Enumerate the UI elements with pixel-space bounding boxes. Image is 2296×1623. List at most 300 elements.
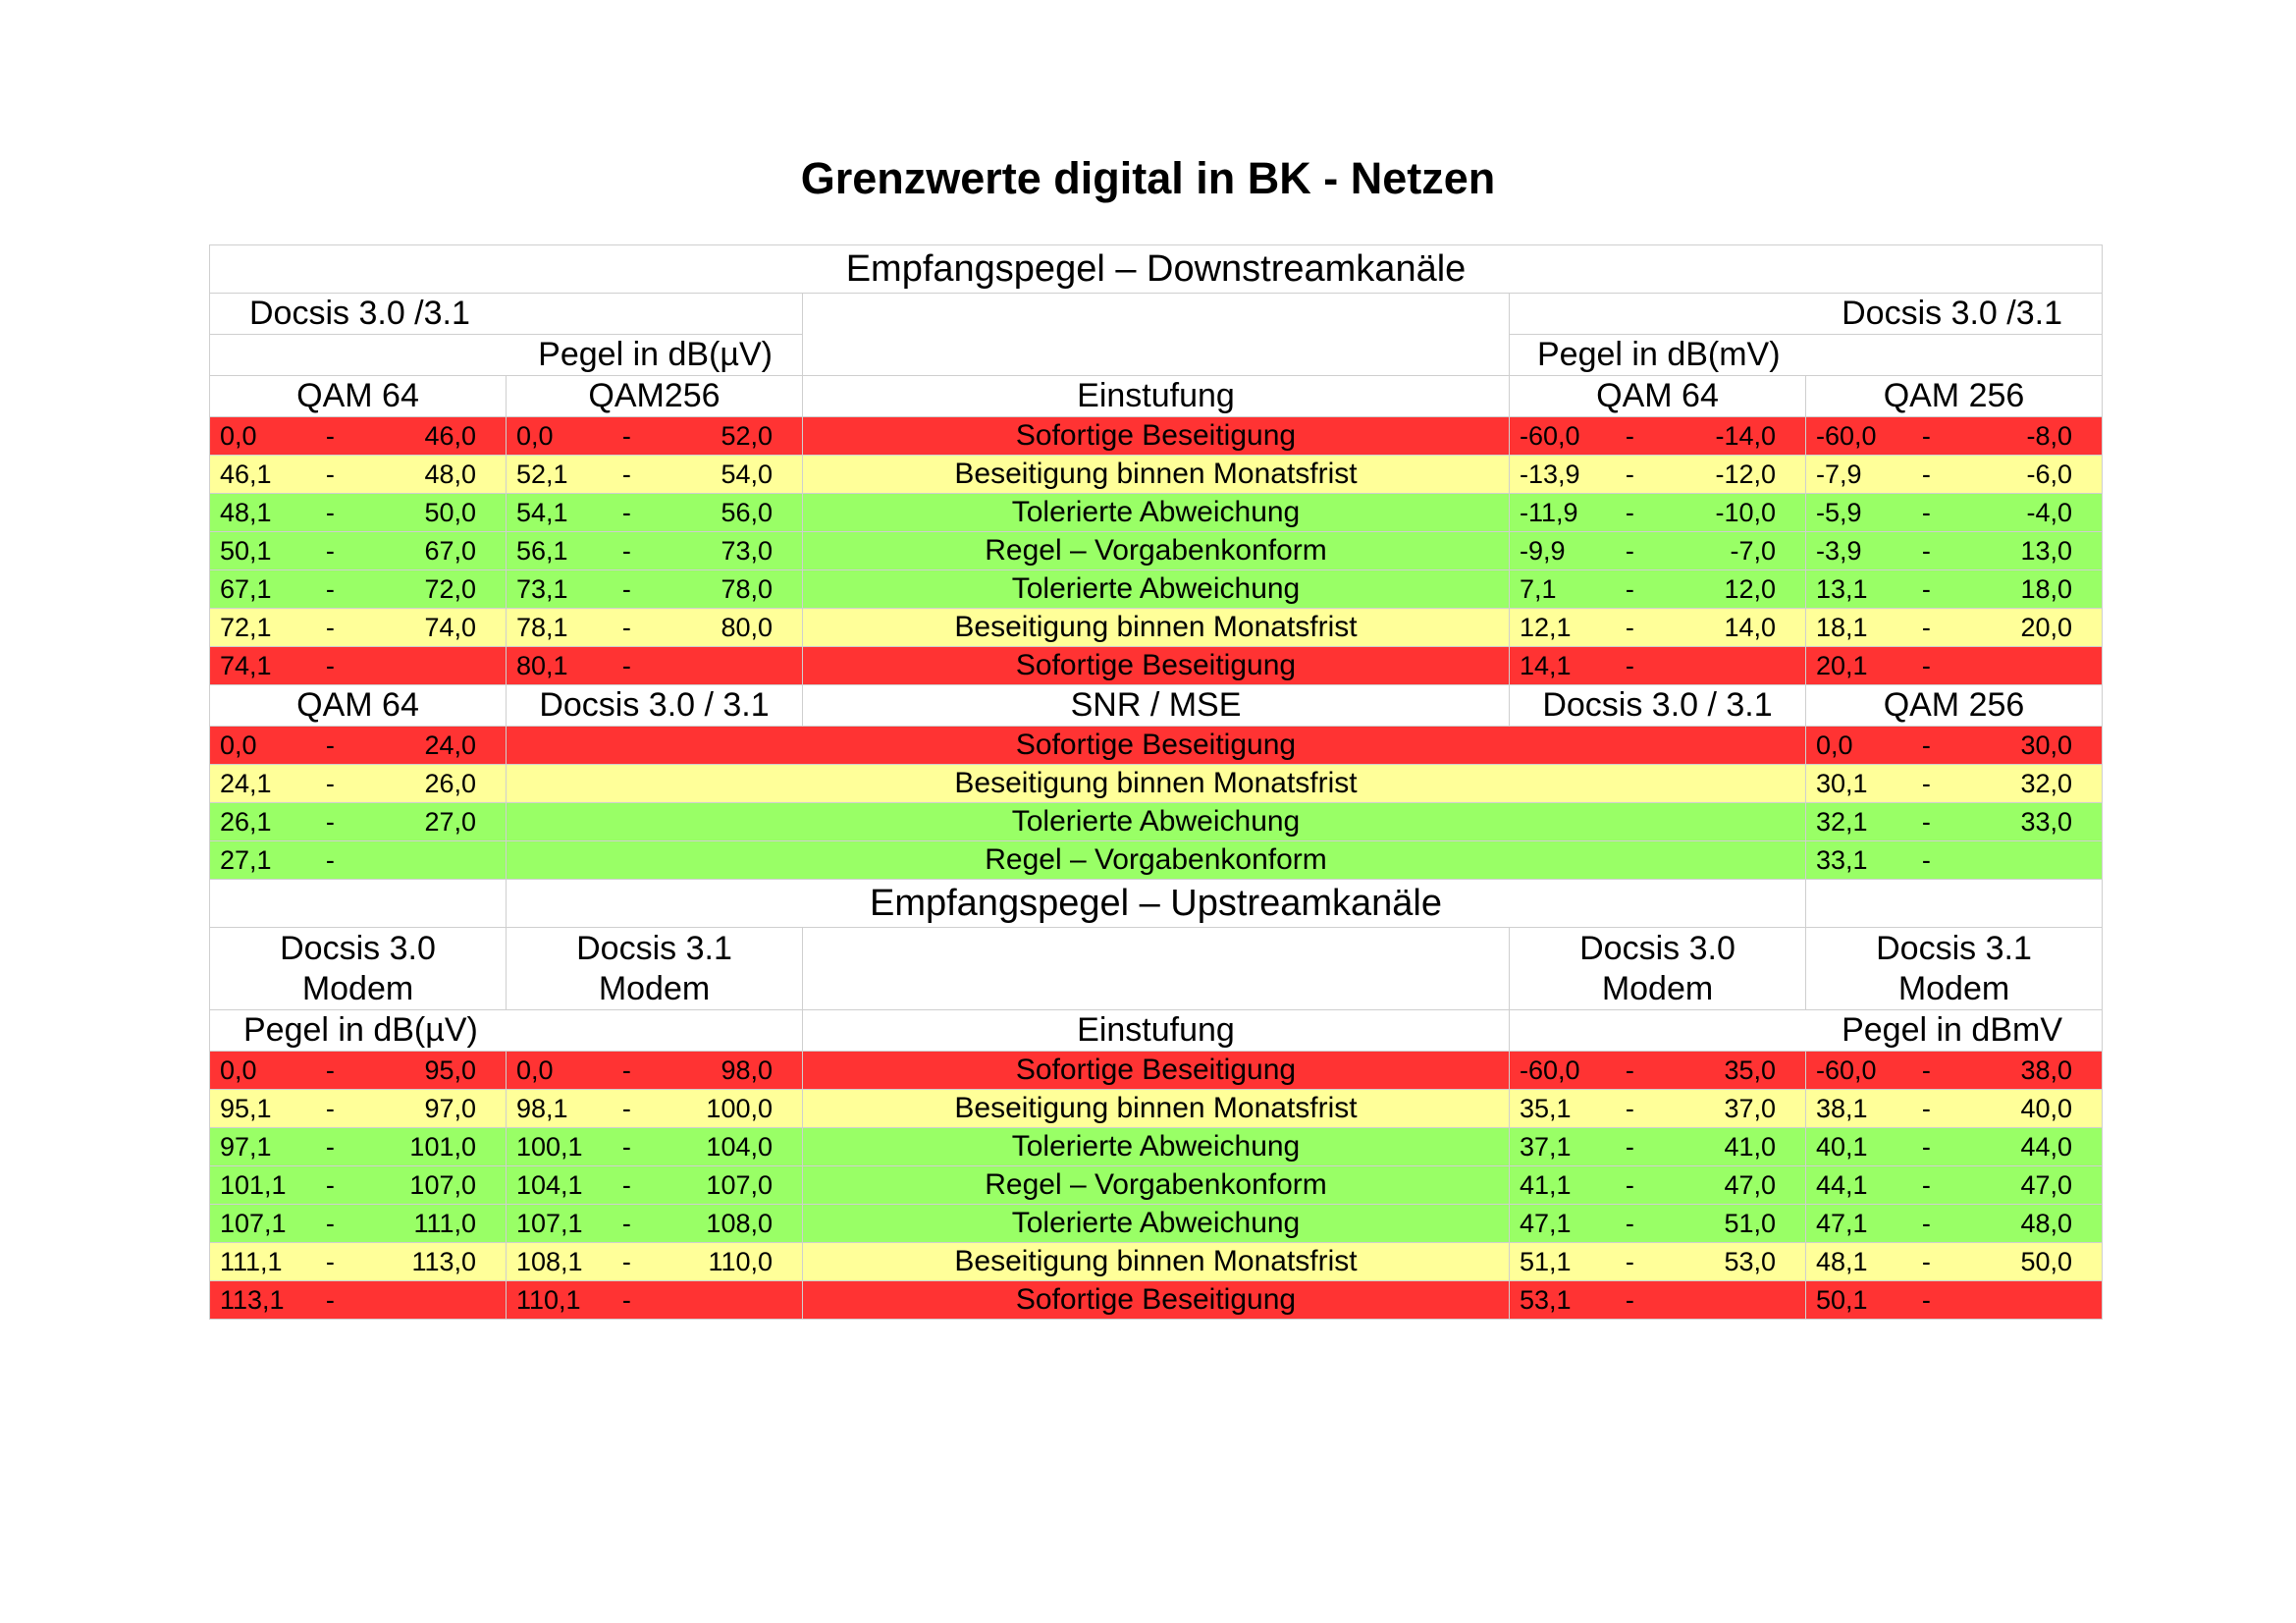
range-separator: - [1921,1093,1931,1123]
range-to: 37,0 [1724,1093,1776,1123]
upstream-pegel-row [210,1010,2103,1052]
upstream-pegel-left: Pegel in dB(µV) [210,1010,803,1052]
range-separator: - [1625,1208,1634,1238]
range-to: 51,0 [1724,1208,1776,1238]
range-from: -60,0 [1520,420,1580,451]
header-line-2: Modem [301,969,414,1007]
qam64-mv-range [1510,417,1806,456]
header-line-2: Modem [598,969,711,1007]
rating-label: Sofortige Beseitigung [803,1281,1510,1320]
range-to: 100,0 [706,1093,773,1123]
rating-label: Sofortige Beseitigung [803,647,1510,685]
range-to: 24,0 [424,730,476,760]
snr-qam64-range [210,841,507,880]
range-separator: - [1625,573,1634,604]
upstream-col-docsis31-uv [507,928,803,1010]
range-separator: - [1625,535,1634,566]
upstream-row [210,1243,2103,1281]
rating-label: Beseitigung binnen Monatsfrist [803,1090,1510,1128]
range-from: 20,1 [1816,650,1868,680]
docsis30-uv-range [210,1243,507,1281]
range-to: 13,0 [2020,535,2072,566]
range-from: -3,9 [1816,535,1862,566]
range-separator: - [1921,1284,1931,1315]
range-from: -9,9 [1520,535,1566,566]
snr-qam64-range [210,765,507,803]
docsis31-mv-range [1806,1090,2103,1128]
downstream-col-einstufung: Einstufung [803,376,1510,417]
qam64-range [210,494,507,532]
range-from: 101,1 [220,1169,287,1200]
rating-label: Tolerierte Abweichung [803,1128,1510,1166]
range-to: 32,0 [2020,768,2072,798]
range-from: 0,0 [220,1055,257,1085]
range-separator: - [621,1131,631,1162]
qam256-range [507,456,803,494]
qam64-range [210,532,507,570]
range-separator: - [621,1093,631,1123]
range-from: 104,1 [516,1169,583,1200]
qam256-mv-range [1806,647,2103,685]
docsis30-uv-range [210,1052,507,1090]
snr-row [210,841,2103,880]
range-from: 27,1 [220,844,272,875]
upstream-row [210,1128,2103,1166]
range-from: -60,0 [1520,1055,1580,1085]
qam64-range [210,609,507,647]
qam256-mv-range [1806,570,2103,609]
snr-col-qam256: QAM 256 [1806,685,2103,727]
docsis31-uv-range [507,1243,803,1281]
range-to: 108,0 [706,1208,773,1238]
qam256-mv-range [1806,609,2103,647]
range-separator: - [325,844,335,875]
upstream-row [210,1090,2103,1128]
range-separator: - [1921,730,1931,760]
limits-table [209,244,2103,1320]
range-separator: - [1921,806,1931,837]
range-from: 80,1 [516,650,568,680]
range-to: 12,0 [1724,573,1776,604]
qam64-range [210,570,507,609]
range-separator: - [325,612,335,642]
upstream-row [210,1205,2103,1243]
rating-label: Sofortige Beseitigung [803,417,1510,456]
range-separator: - [621,420,631,451]
range-to: 46,0 [424,420,476,451]
range-to: 78,0 [721,573,773,604]
range-separator: - [325,497,335,527]
range-separator: - [325,1284,335,1315]
rating-label: Sofortige Beseitigung [803,1052,1510,1090]
range-from: 32,1 [1816,806,1868,837]
rating-label: Regel – Vorgabenkonform [507,841,1806,880]
downstream-pegel-right: Pegel in dB(mV) [1510,335,2103,376]
range-to: 97,0 [424,1093,476,1123]
range-from: 40,1 [1816,1131,1868,1162]
range-from: 41,1 [1520,1169,1572,1200]
snr-col-docsis-left: Docsis 3.0 / 3.1 [507,685,803,727]
range-from: 51,1 [1520,1246,1572,1276]
upstream-row [210,1052,2103,1090]
downstream-header-spacer [803,294,1510,376]
range-to: 47,0 [2020,1169,2072,1200]
range-to: 38,0 [2020,1055,2072,1085]
range-to: 107,0 [706,1169,773,1200]
range-separator: - [1625,1055,1634,1085]
snr-header-row [210,685,2103,727]
range-from: 52,1 [516,459,568,489]
qam256-mv-range [1806,417,2103,456]
qam256-range [507,417,803,456]
upstream-heading-spacer-left [210,880,507,928]
range-to: 101,0 [409,1131,476,1162]
upstream-col-einstufung: Einstufung [803,1010,1510,1052]
range-from: -60,0 [1816,420,1877,451]
range-separator: - [1625,420,1634,451]
rating-label: Sofortige Beseitigung [507,727,1806,765]
docsis30-uv-range [210,1128,507,1166]
range-separator: - [621,1055,631,1085]
docsis30-mv-range [1510,1281,1806,1320]
range-from: 110,1 [516,1284,581,1315]
range-separator: - [621,612,631,642]
docsis30-uv-range [210,1090,507,1128]
qam256-range [507,647,803,685]
downstream-heading: Empfangspegel – Downstreamkanäle [210,245,2103,294]
range-separator: - [1921,612,1931,642]
range-separator: - [1625,1246,1634,1276]
snr-qam64-range [210,803,507,841]
rating-label: Beseitigung binnen Monatsfrist [803,609,1510,647]
qam64-mv-range [1510,647,1806,685]
range-to: 73,0 [721,535,773,566]
downstream-row [210,494,2103,532]
docsis30-uv-range [210,1166,507,1205]
docsis31-mv-range [1806,1243,2103,1281]
docsis31-mv-range [1806,1128,2103,1166]
range-from: 13,1 [1816,573,1868,604]
range-from: 14,1 [1520,650,1572,680]
range-separator: - [1921,768,1931,798]
range-from: 100,1 [516,1131,583,1162]
range-separator: - [325,768,335,798]
downstream-docsis-right: Docsis 3.0 /3.1 [1510,294,2103,335]
rating-label: Tolerierte Abweichung [803,494,1510,532]
range-separator: - [1921,1055,1931,1085]
upstream-row [210,1281,2103,1320]
range-to: 50,0 [2020,1246,2072,1276]
qam256-range [507,609,803,647]
range-to: 74,0 [424,612,476,642]
qam256-mv-range [1806,494,2103,532]
range-from: 50,1 [1816,1284,1868,1315]
docsis30-mv-range [1510,1205,1806,1243]
range-separator: - [325,1093,335,1123]
range-to: 14,0 [1724,612,1776,642]
range-from: 111,1 [220,1246,283,1276]
qam64-mv-range [1510,532,1806,570]
docsis30-uv-range [210,1281,507,1320]
range-separator: - [325,1131,335,1162]
header-line-1: Docsis 3.0 [1579,929,1735,967]
range-to: 44,0 [2020,1131,2072,1162]
range-separator: - [1625,1093,1634,1123]
rating-label: Regel – Vorgabenkonform [803,532,1510,570]
qam64-mv-range [1510,456,1806,494]
range-to: 52,0 [721,420,773,451]
range-separator: - [1921,1246,1931,1276]
upstream-col-docsis30-mv [1510,928,1806,1010]
range-separator: - [621,497,631,527]
header-line-2: Modem [1601,969,1714,1007]
downstream-row [210,570,2103,609]
range-from: 0,0 [516,420,554,451]
qam64-range [210,456,507,494]
range-to: 53,0 [1724,1246,1776,1276]
range-from: 113,1 [220,1284,285,1315]
downstream-row [210,456,2103,494]
range-separator: - [1625,612,1634,642]
downstream-row [210,609,2103,647]
range-from: 44,1 [1816,1169,1868,1200]
snr-qam256-range [1806,765,2103,803]
range-to: 107,0 [409,1169,476,1200]
qam64-range [210,647,507,685]
qam64-range [210,417,507,456]
docsis31-uv-range [507,1052,803,1090]
range-from: 73,1 [516,573,568,604]
header-line-2: Modem [1897,969,2010,1007]
rating-label: Tolerierte Abweichung [507,803,1806,841]
range-from: 98,1 [516,1093,568,1123]
range-separator: - [1921,1169,1931,1200]
upstream-col-header-row [210,928,2103,1010]
range-separator: - [1921,1208,1931,1238]
docsis30-uv-range [210,1205,507,1243]
range-separator: - [1921,573,1931,604]
range-to: -8,0 [2026,420,2072,451]
docsis31-uv-range [507,1090,803,1128]
docsis31-mv-range [1806,1281,2103,1320]
qam64-mv-range [1510,609,1806,647]
upstream-col-spacer [803,928,1510,1010]
snr-col-qam64: QAM 64 [210,685,507,727]
range-to: -12,0 [1715,459,1776,489]
rating-label: Regel – Vorgabenkonform [803,1166,1510,1205]
range-to: 30,0 [2020,730,2072,760]
range-to: 80,0 [721,612,773,642]
range-to: 35,0 [1724,1055,1776,1085]
range-to: -7,0 [1730,535,1776,566]
range-to: -6,0 [2026,459,2072,489]
range-from: 0,0 [220,420,257,451]
snr-col-title: SNR / MSE [803,685,1510,727]
range-from: 0,0 [516,1055,554,1085]
range-separator: - [621,459,631,489]
range-from: 107,1 [220,1208,287,1238]
qam256-range [507,570,803,609]
range-separator: - [1921,844,1931,875]
range-to: 98,0 [721,1055,773,1085]
range-separator: - [325,459,335,489]
upstream-col-docsis30-uv [210,928,507,1010]
range-from: 0,0 [220,730,257,760]
range-separator: - [325,535,335,566]
range-from: -5,9 [1816,497,1862,527]
range-from: 35,1 [1520,1093,1572,1123]
range-separator: - [1625,497,1634,527]
header-line-1: Docsis 3.0 [280,929,436,967]
range-from: 53,1 [1520,1284,1572,1315]
range-to: 33,0 [2020,806,2072,837]
downstream-row [210,647,2103,685]
rating-label: Tolerierte Abweichung [803,570,1510,609]
range-from: 46,1 [220,459,272,489]
range-separator: - [1921,650,1931,680]
range-separator: - [621,1246,631,1276]
range-from: 67,1 [220,573,272,604]
range-separator: - [1921,459,1931,489]
page-title: Grenzwerte digital in BK - Netzen [800,153,1496,203]
docsis31-mv-range [1806,1166,2103,1205]
range-separator: - [1625,459,1634,489]
range-to: 72,0 [424,573,476,604]
docsis30-mv-range [1510,1128,1806,1166]
snr-row [210,803,2103,841]
snr-col-docsis-right: Docsis 3.0 / 3.1 [1510,685,1806,727]
range-separator: - [1921,497,1931,527]
range-separator: - [325,1055,335,1085]
qam64-mv-range [1510,570,1806,609]
header-line-1: Docsis 3.1 [576,929,732,967]
range-to: 18,0 [2020,573,2072,604]
range-from: 7,1 [1520,573,1557,604]
range-separator: - [325,806,335,837]
range-to: 27,0 [424,806,476,837]
range-from: 97,1 [220,1131,272,1162]
range-separator: - [621,573,631,604]
docsis30-mv-range [1510,1243,1806,1281]
range-separator: - [621,535,631,566]
range-to: 110,0 [708,1246,773,1276]
range-from: 47,1 [1816,1208,1868,1238]
range-from: 108,1 [516,1246,583,1276]
range-separator: - [325,730,335,760]
range-separator: - [621,1208,631,1238]
qam256-range [507,494,803,532]
range-separator: - [325,1246,335,1276]
range-to: 41,0 [1724,1131,1776,1162]
range-separator: - [1625,650,1634,680]
range-from: 37,1 [1520,1131,1572,1162]
range-from: 30,1 [1816,768,1868,798]
upstream-col-docsis31-mv [1806,928,2103,1010]
range-to: 54,0 [721,459,773,489]
range-from: -7,9 [1816,459,1862,489]
range-from: 72,1 [220,612,272,642]
range-separator: - [325,1208,335,1238]
range-from: 38,1 [1816,1093,1868,1123]
downstream-col-qam256: QAM256 [507,376,803,417]
range-to: 56,0 [721,497,773,527]
range-from: 33,1 [1816,844,1868,875]
rating-label: Beseitigung binnen Monatsfrist [507,765,1806,803]
upstream-heading: Empfangspegel – Upstreamkanäle [507,880,1806,928]
range-separator: - [325,1169,335,1200]
range-from: 12,1 [1520,612,1572,642]
snr-qam256-range [1806,841,2103,880]
range-separator: - [1921,420,1931,451]
range-separator: - [325,573,335,604]
range-to: 20,0 [2020,612,2072,642]
range-separator: - [621,1284,631,1315]
range-from: 74,1 [220,650,272,680]
range-to: 47,0 [1724,1169,1776,1200]
docsis31-uv-range [507,1205,803,1243]
range-from: 26,1 [220,806,272,837]
range-separator: - [325,420,335,451]
docsis31-uv-range [507,1166,803,1205]
range-separator: - [1625,1169,1634,1200]
qam256-mv-range [1806,532,2103,570]
range-to: 48,0 [2020,1208,2072,1238]
qam64-mv-range [1510,494,1806,532]
downstream-docsis-left: Docsis 3.0 /3.1 [210,294,803,335]
upstream-heading-row [210,880,2103,928]
range-from: 54,1 [516,497,568,527]
downstream-col-qam256-mv: QAM 256 [1806,376,2103,417]
range-to: 50,0 [424,497,476,527]
docsis30-mv-range [1510,1090,1806,1128]
qam256-range [507,532,803,570]
downstream-row [210,417,2103,456]
range-from: 78,1 [516,612,568,642]
range-separator: - [621,1169,631,1200]
range-to: 113,0 [411,1246,476,1276]
range-to: 48,0 [424,459,476,489]
range-to: 111,0 [413,1208,476,1238]
range-to: -4,0 [2026,497,2072,527]
range-from: -60,0 [1816,1055,1877,1085]
downstream-pegel-left: Pegel in dB(µV) [210,335,803,376]
downstream-row [210,532,2103,570]
upstream-heading-spacer-right [1806,880,2103,928]
docsis31-uv-range [507,1281,803,1320]
range-from: 47,1 [1520,1208,1572,1238]
range-to: 40,0 [2020,1093,2072,1123]
range-to: 95,0 [424,1055,476,1085]
upstream-pegel-right: Pegel in dBmV [1510,1010,2103,1052]
docsis30-mv-range [1510,1052,1806,1090]
rating-label: Tolerierte Abweichung [803,1205,1510,1243]
range-to: 26,0 [424,768,476,798]
range-from: 48,1 [220,497,272,527]
range-from: -13,9 [1520,459,1580,489]
range-to: 104,0 [706,1131,773,1162]
snr-row [210,765,2103,803]
range-separator: - [1921,535,1931,566]
range-separator: - [1921,1131,1931,1162]
header-line-1: Docsis 3.1 [1876,929,2032,967]
range-from: 0,0 [1816,730,1853,760]
rating-label: Beseitigung binnen Monatsfrist [803,456,1510,494]
upstream-row [210,1166,2103,1205]
range-from: 95,1 [220,1093,272,1123]
docsis31-mv-range [1806,1052,2103,1090]
docsis30-mv-range [1510,1166,1806,1205]
range-to: -10,0 [1715,497,1776,527]
